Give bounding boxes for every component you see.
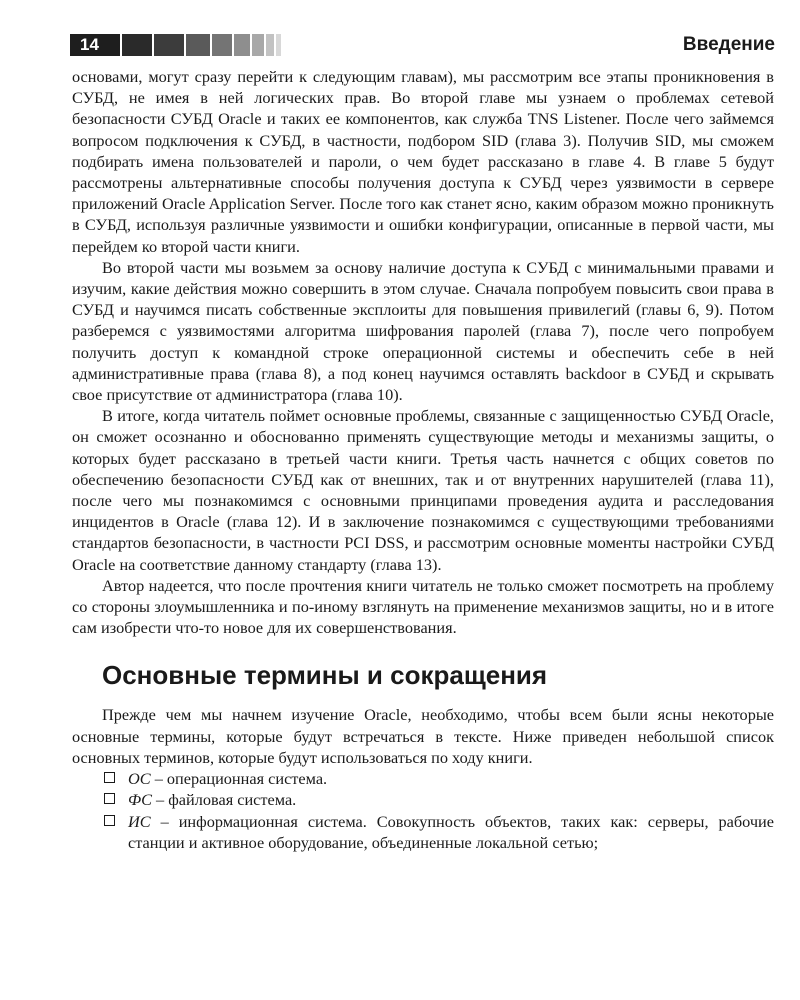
chapter-title: Введение (682, 34, 775, 55)
section-heading: Основные термины и сокращения (102, 660, 548, 691)
list-item (102, 768, 774, 789)
header-bar (276, 34, 281, 56)
list-item (102, 811, 774, 853)
page-header (70, 33, 775, 59)
paragraph: Автор надеется, что после прочтения книги читатель не только сможет посмотреть на проблему со стороны злоумышленника и по-иному взглянуть на применение механизмов защиты, но и в итоге сам изобрести что-то новое для их совершенствования. (72, 575, 774, 638)
checkbox-bullet-icon (104, 772, 115, 783)
paragraph: В итоге, когда читатель поймет основные проблемы, связанные с защищенностью СУБД Oracle, он сможет осознанно и обоснованно применять существующие методы и механизмы защиты, о которых будет рассказано в третьей части книги. Третья часть начнется с общих советов по обеспечению безопасности СУБД как от внешних, так и от внутренних нарушителей (глава 11), после чего мы познакомимся с основными принципами проведения аудита и расследования инцидентов в Oracle (глава 12). И в заключение познакомимся с существующими требованиями стандартов безопасности, в частности PCI DSS, и рассмотрим основные моменты настройки СУБД Oracle на соответствие данному стандарту (глава 13). (72, 406, 774, 574)
term: ФС (128, 790, 152, 810)
term-definition: – файловая система. (151, 790, 297, 810)
header-bar (154, 34, 184, 56)
list-item (102, 789, 774, 810)
checkbox-bullet-icon (104, 815, 115, 826)
page-number: 14 (70, 34, 120, 56)
header-bar (186, 34, 210, 56)
header-bar (266, 34, 274, 56)
page-content (72, 66, 774, 853)
header-bar (234, 34, 250, 56)
paragraph: Во второй части мы возьмем за основу наличие доступа к СУБД с минимальными правами и изучим, какие действия можно совершить в этом случае. Сначала попробуем повысить свои права в СУБД и научимся писать собственные эксплоиты для повышения привилегий (главы 6, 9). Потом разберемся с уязвимостями алгоритма шифрования паролей (глава 7), после чего попробуем получить доступ к командной строке операционной системы и обеспечить себе в ней административные права (глава 8), а под конец научимся оставлять backdoor в СУБД и скрывать свое присутствие от администратора (глава 10). (72, 257, 774, 405)
header-bar (122, 34, 152, 56)
term: ОС (128, 769, 151, 789)
term-definition: – информационная система. Совокупность объектов, таких как: серверы, рабочие станции и активное оборудование, объединенные локальной сетью; (128, 811, 774, 852)
terms-list (72, 768, 774, 853)
header-bar (212, 34, 232, 56)
header-gradient-bars (122, 34, 283, 56)
paragraph: основами, могут сразу перейти к следующим главам), мы рассмотрим все этапы проникновения в СУБД, не имея в ней логических прав. Во второй главе мы узнаем о проблемах сетевой безопасности СУБД Oracle и таких ее компонентов, как служба TNS Listener. После чего займемся вопросом подключения к СУБД, в частности, подбором SID (глава 3). Получив SID, мы сможем подбирать имена пользователей и пароли, о чем будет рассказано в главе 4. В главе 5 будут рассмотрены альтернативные способы получения доступа к СУБД через уязвимости в сервере приложений Oracle Application Server. После того как станет ясно, каким образом можно проникнуть в СУБД, используя различные уязвимости и ошибки конфигурации, описанные в первой части, мы перейдем ко второй части книги. (72, 67, 774, 256)
checkbox-bullet-icon (104, 793, 115, 804)
section-intro: Прежде чем мы начнем изучение Oracle, необходимо, чтобы всем были ясны некоторые основные термины, которые будут встречаться в тексте. Ниже приведен небольшой список основных терминов, которые будут использоваться по ходу книги. (72, 705, 774, 767)
term-definition: – операционная система. (150, 769, 328, 789)
header-bar (252, 34, 264, 56)
term: ИС (128, 811, 151, 831)
